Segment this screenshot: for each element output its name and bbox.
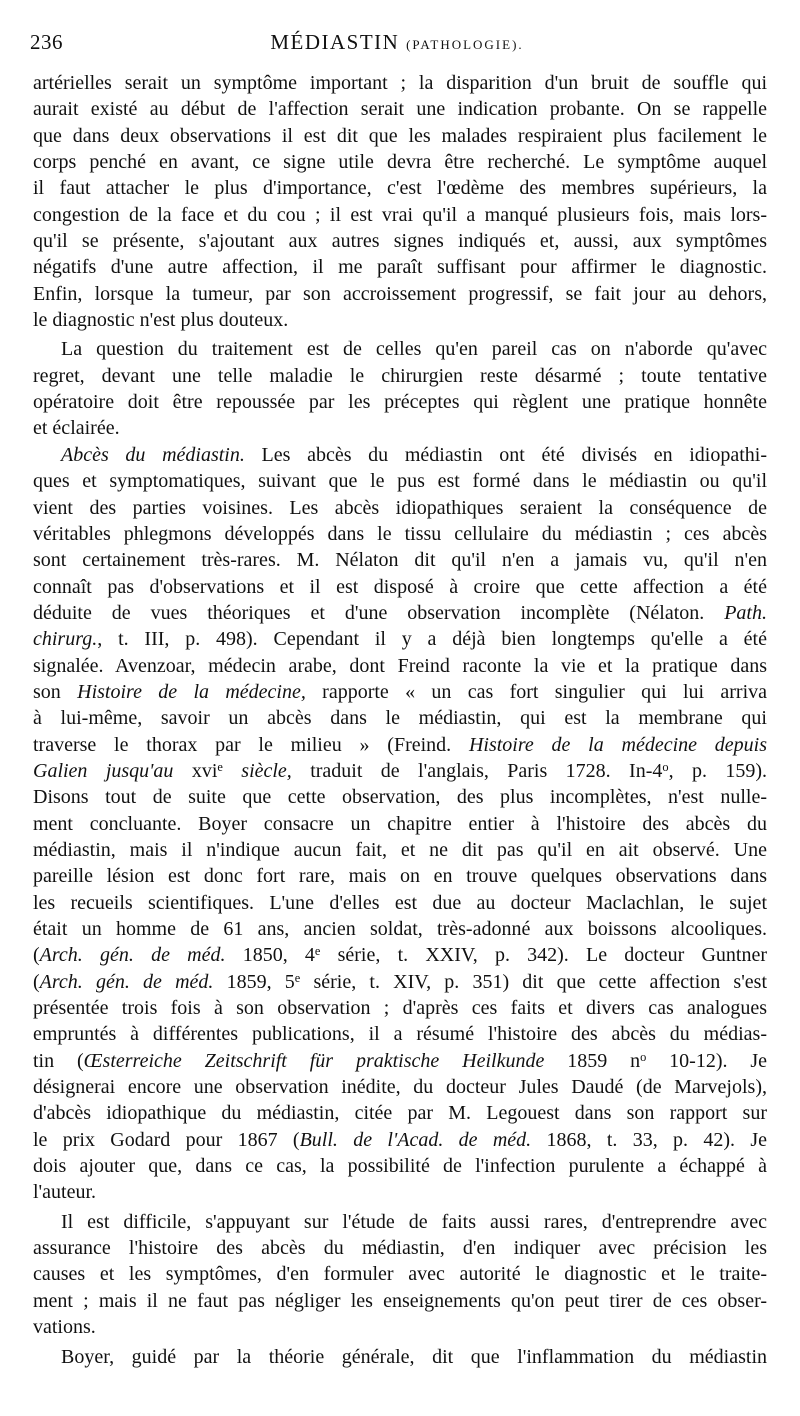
text-run: déduite de vues théoriques et d'une observation incomplète (Nélaton. (33, 601, 705, 624)
text-line: ment ; mais il ne faut pas négliger les enseignements qu'on peut tirer de ces obser- (33, 1289, 767, 1312)
text-run: xvi (191, 759, 218, 782)
running-title-main: MÉDIASTIN (270, 30, 400, 54)
text-line: vient des parties voisines. Les abcès idiopathiques seraient la conséquence de (33, 496, 767, 519)
text-line: désignerai encore une observation inédite, du docteur Jules Daudé (de Marvejols), (33, 1076, 767, 1099)
text-line: que dans deux observations il est dit que les malades respiraient plus facilement le (33, 124, 767, 147)
text-run: 10-12). Je (669, 1049, 768, 1072)
running-title-subtitle: (PATHOLOGIE). (406, 37, 524, 52)
text-line: empruntés à différentes publications, il a résumé l'histoire des abcès du médias- (33, 1023, 767, 1046)
superscript: o (662, 759, 669, 774)
text-run: 1859, 5 (226, 970, 295, 993)
citation: Œsterreiche Zeitschrift für praktische Heilkunde (83, 1049, 545, 1072)
text-line (33, 942, 767, 968)
text-line (33, 969, 767, 995)
text-line: médiastin, mais il n'indique aucun fait, et ne dit pas qu'il en ait observé. Une (33, 838, 767, 861)
text-run: traverse le thorax par le milieu » (Freind. (33, 733, 452, 756)
citation: Path. (724, 601, 767, 624)
citation: chirurg. (33, 628, 98, 651)
text-line: Enfin, lorsque la tumeur, par son accroissement progressif, se fait jour au dehors, (33, 282, 767, 305)
text-run: tin ( (33, 1049, 84, 1072)
citation: Histoire de la médecine, (77, 680, 306, 703)
text-line: signalée. Avenzoar, médecin arabe, dont Freind raconte la vie et la pratique dans (33, 654, 767, 677)
running-title (30, 30, 764, 55)
text-line: dois ajouter que, dans ce cas, la possibilité de l'infection purulente a échappé à (33, 1155, 767, 1178)
text-line (33, 600, 767, 626)
superscript: e (314, 944, 321, 959)
citation: Histoire de la médecine depuis (468, 733, 767, 756)
text-line (33, 679, 767, 705)
section-heading: Abcès du médiastin. (61, 443, 245, 466)
text-line: connaît pas d'observations et il est disposé à croire que cette affection a été (33, 575, 767, 598)
text-run: série, t. XIV, p. 351) dit que cette affection s'est (313, 970, 768, 993)
text-line: l'auteur. (33, 1181, 97, 1204)
text-run: 1868, t. 33, p. 42). Je (546, 1128, 767, 1151)
text-line: sont certainement très-rares. M. Nélaton dit qu'il n'en a jamais vu, qu'il n'en (33, 549, 767, 572)
text-line: ques et symptomatiques, suivant que le pus est formé dans le médiastin ou qu'il (33, 470, 767, 493)
text-run: son (33, 680, 61, 703)
page-header (30, 30, 764, 60)
text-line: causes et les symptômes, d'en formuler avec autorité le diagnostic et le traite- (33, 1263, 767, 1286)
citation: Galien jusqu'au (33, 759, 174, 782)
text-line: Disons tout de suite que cette observation, des plus incomplètes, n'est nulle- (33, 786, 767, 809)
text-body (33, 70, 767, 1370)
text-line: regret, devant une telle maladie le chirurgien reste désarmé ; toute tentative (33, 364, 767, 387)
text-line: opératoire doit être repoussée par les préceptes qui règlent une pratique honnête (33, 391, 767, 414)
text-line (33, 758, 767, 784)
text-line: assurance l'histoire des abcès du médiastin, d'en indiquer avec précision les (33, 1237, 767, 1260)
page-number: 236 (30, 30, 63, 54)
citation: Arch. gén. de méd. (39, 944, 226, 967)
text-run: , t. III, p. 498). Cependant il y a déjà bien longtemps qu'elle a été (97, 628, 767, 651)
text-line: il faut attacher le plus d'importance, c'est l'œdème des membres supérieurs, la (33, 177, 767, 200)
text-line: présentée trois fois à son observation ; d'après ces faits et divers cas analogues (33, 997, 767, 1020)
text-run: traduit de l'anglais, Paris 1728. In-4 (310, 759, 663, 782)
text-run: le prix Godard pour 1867 ( (33, 1128, 300, 1151)
text-line (33, 732, 767, 758)
text-line: négatifs d'une autre affection, il me paraît suffisant pour affirmer le diagnostic. (33, 256, 767, 279)
text-line: Il est difficile, s'appuyant sur l'étude de faits aussi rares, d'entreprendre avec (61, 1210, 767, 1233)
text-line: corps penché en avant, ce signe utile devra être recherché. Le symptôme auquel (33, 151, 767, 174)
text-line: était un homme de 61 ans, ancien soldat, très-adonné aux boissons alcooliques. (33, 918, 767, 940)
text-line (33, 1048, 767, 1074)
text-line: véritables phlegmons développés dans le tissu cellulaire du médiastin ; ces abcès (33, 522, 767, 545)
text-line: qu'il se présente, s'ajoutant aux autres signes indiqués et, aussi, aux symptômes (33, 230, 767, 253)
text-line: pareille lésion est donc fort rare, mais on en trouve quelques observations dans (33, 865, 767, 888)
text-line: d'abcès idiopathique du médiastin, citée par M. Legouest dans son rapport sur (33, 1102, 767, 1125)
superscript: e (217, 759, 223, 774)
text-line: aurait existé au début de l'affection serait une indication probante. On se rappelle (33, 98, 767, 121)
text-run: ( (33, 970, 40, 993)
text-run: 1859 n (567, 1049, 641, 1072)
citation: Arch. gén. de méd. (39, 970, 214, 993)
text-line: vations. (33, 1316, 96, 1339)
text-line: le diagnostic n'est plus douteux. (33, 309, 289, 332)
text-line (33, 442, 767, 468)
text-line: ment concluante. Boyer consacre un chapitre entier à l'histoire des abcès du (33, 812, 767, 835)
text-line (33, 626, 767, 652)
text-line: artérielles serait un symptôme important ; la disparition d'un bruit de souffle qui (33, 72, 767, 94)
text-run: Les abcès du médiastin ont été divisés en idiopathi- (261, 443, 768, 466)
text-line: congestion de la face et du cou ; il est vrai qu'il a manqué plusieurs fois, mais lors- (33, 203, 767, 226)
text-run: série, t. XXIV, p. 342). Le docteur Guntner (337, 944, 768, 967)
text-line (33, 1127, 767, 1153)
text-line: à lui-même, savoir un abcès dans le médiastin, qui est la membrane qui (33, 707, 767, 730)
text-line: et éclairée. (33, 417, 120, 440)
text-run: 1850, 4 (242, 944, 315, 967)
superscript: e (294, 970, 301, 985)
text-run: rapporte « un cas fort singulier qui lui arriva (322, 680, 768, 703)
text-line: Boyer, guidé par la théorie générale, dit que l'inflammation du médiastin (61, 1345, 767, 1368)
superscript: o (640, 1049, 647, 1064)
text-run: , p. 159). (668, 759, 767, 782)
citation: Bull. de l'Acad. de méd. (299, 1128, 532, 1151)
text-line: La question du traitement est de celles qu'en pareil cas on n'aborde qu'avec (61, 338, 767, 361)
text-line: les recueils scientifiques. L'une d'elles est due au docteur Maclachlan, le sujet (33, 891, 767, 914)
text-run: ( (33, 944, 40, 967)
citation: siècle, (241, 759, 292, 782)
